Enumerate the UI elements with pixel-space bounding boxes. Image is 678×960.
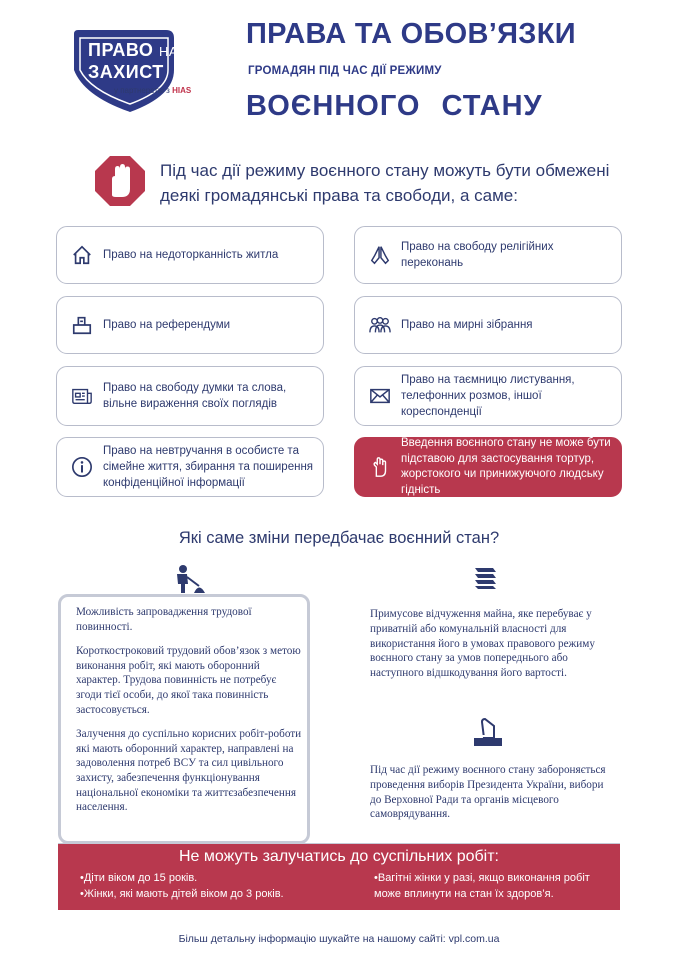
list-item: •Вагітні жінки у разі, якщо виконання робіт може вплинути на стан їх здоров’я. [374,872,590,900]
right-card-referendum [56,296,324,354]
right-card-text: Право на таємницю листування, телефонних розмов, іншої кореспонденції [401,374,575,418]
labor-paragraph: Можливість запровадження трудової повинності. [76,606,252,633]
page-subtitle: ГРОМАДЯН ПІД ЧАС ДІЇ РЕЖИМУ [248,65,442,77]
right-card-torture [354,437,622,497]
stop-sign-icon [94,155,146,207]
money-stack-icon [472,564,498,590]
right-card-correspondence [354,366,622,426]
right-card-text: Введення воєнного стану не може бути підставою для застосування тортур, жорстокого чи принижуючого людську гідність [401,437,611,496]
labor-paragraph: Залучення до суспільно корисних робіт-роботи які мають оборонний характер, направлені на задоволення потреб ВСУ та сил цивільного захисту, забезпечення функціонування національної економіки та життєзабезпечення населення. [76,728,302,814]
right-card-text: Право на свободу релігійних переконань [401,241,554,269]
banner-left-list [80,870,284,902]
stop-hand-icon [369,456,391,478]
logo-partner: у партнерстві з НІАS [114,86,192,95]
worker-shovel-icon [172,564,208,594]
logo [70,26,220,118]
logo-line1: ПРАВО НА [88,40,178,60]
newspaper-icon [71,385,93,407]
footer-text: Більш детальну інформацію шукайте на нашому сайті: vpl.com.ua [178,933,500,945]
list-item: •Діти віком до 15 років. [80,872,198,884]
right-card-text: Право на свободу думки та слова, вільне вираження своїх поглядів [103,382,287,410]
logo-line2: ЗАХИСТ [88,62,164,82]
right-card-text: Право на невтручання в особисте та сімейне життя, збирання та поширення конфіденційної інформації [103,445,314,489]
info-icon [71,456,93,478]
list-item: •Жінки, які мають дітей віком до 3 років. [80,888,284,900]
right-card-text: Право на референдуми [103,319,231,331]
right-card-home [56,226,324,284]
banner-title: Не можуть залучатись до суспільних робіт: [178,848,499,865]
excluded-banner [58,844,620,910]
right-card-assembly [354,296,622,354]
page-title: ПРАВА ТА ОБОВ’ЯЗКИ [246,18,576,50]
right-card-privacy [56,437,324,497]
right-card-text: Право на недоторканність житла [103,249,279,261]
page-title-big: ВОЄННОГО СТАНУ [246,90,543,122]
envelope-icon [369,385,391,407]
right-card-religion [354,226,622,284]
labor-paragraph: Короткостроковий трудовий обов’язок з метою виконання робіт, які мають оборонний характер. Трудова повинність не потребує згоди тієї особи, до якої така повинність застосовується. [76,645,301,716]
property-text: Примусове відчуження майна, яке перебуває у приватній або комунальній власності для використання його в умовах правового режиму воєнного стану за умов попереднього або наступного відшкодування його вартості. [370,608,595,680]
changes-title: Які саме зміни передбачає воєнний стан? [178,529,500,547]
labor-duty-text [76,605,304,825]
house-icon [71,244,93,266]
ballot-hand-icon [472,716,504,748]
right-card-text: Право на мирні зібрання [401,319,533,331]
elections-text: Під час дії режиму воєнного стану забороняється проведення виборів Президента України, вибори до Верховної Ради та органів місцевого самоврядування. [370,764,606,821]
praying-hands-icon [369,244,391,266]
people-group-icon [369,314,391,336]
right-card-speech [56,366,324,426]
ballot-box-icon [71,314,93,336]
intro-text: Під час дії режиму воєнного стану можуть бути обмежені деякі громадянські права та свободи, а саме: [160,161,610,205]
